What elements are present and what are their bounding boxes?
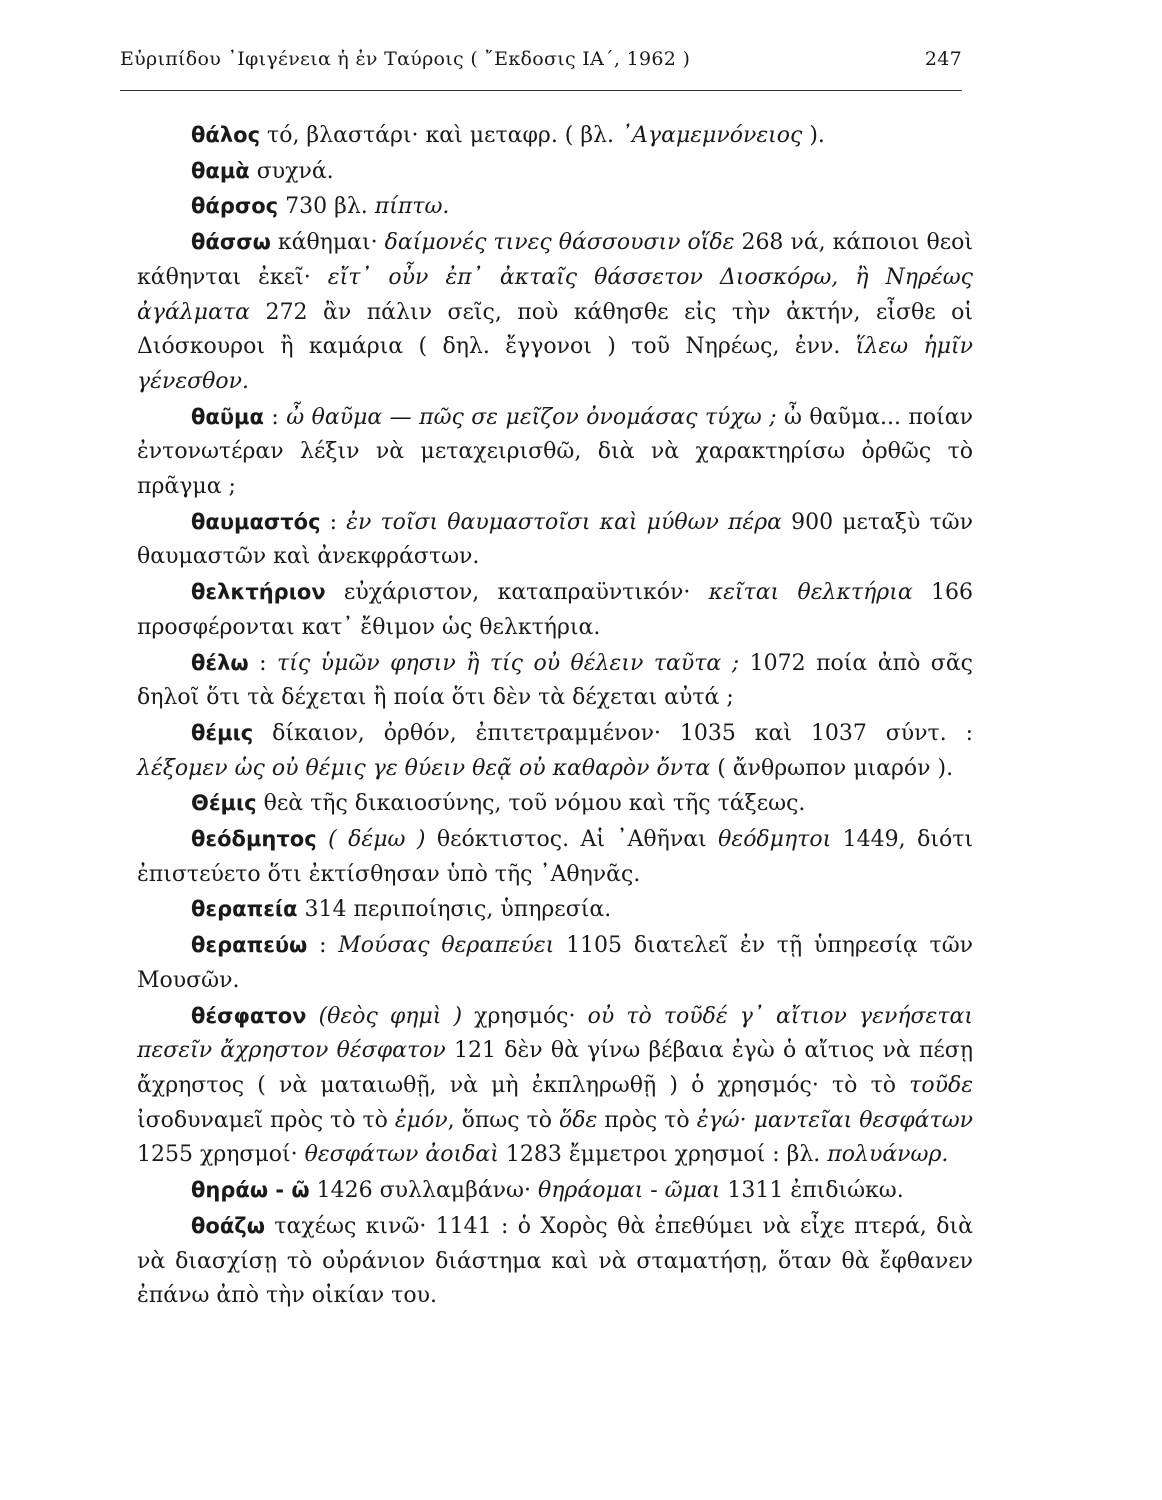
entry-headword: θοάζω <box>191 1213 265 1238</box>
entry-definition: 730 βλ. <box>278 194 375 220</box>
entry-headword: θαμὰ <box>191 158 250 183</box>
entry-definition: , ὅπως τὸ <box>447 1107 559 1133</box>
entry-quotation: ᾿Αγαμεμνόνειος <box>621 123 803 148</box>
entry-headword: θάλος <box>191 123 261 147</box>
glossary-entry <box>137 786 973 822</box>
glossary-entry <box>137 400 973 505</box>
entry-headword: θεόδμητος <box>191 827 317 852</box>
entry-headword: Θέμις <box>191 791 257 816</box>
glossary-entry <box>137 505 973 575</box>
entry-definition: 1072 ποία ἀπὸ σᾶς δηλοῖ ὅτι τὰ δέχεται ἢ ποία ὅτι δὲν τὰ δέχεται αὐτά ; <box>137 650 974 711</box>
entry-definition: κάθημαι· <box>270 230 385 256</box>
entry-definition: 900 μεταξὺ τῶν θαυμαστῶν καὶ ἀνεκφράστων. <box>137 509 974 570</box>
entry-definition: τό, βλαστάρι· καὶ μεταφρ. ( βλ. <box>260 123 622 148</box>
entry-definition: : <box>263 404 287 430</box>
glossary-entry <box>137 646 973 716</box>
glossary-entry <box>137 1173 973 1209</box>
entry-quotation: τοῦδε <box>909 1072 973 1098</box>
entry-quotation: πίπτω. <box>374 194 450 220</box>
glossary-entry <box>137 154 973 190</box>
entry-definition: 314 περιποίησις, ὑπηρεσία. <box>297 897 612 923</box>
entry-quotation: οὐ τὸ τοῦδέ γ᾿ αἴτιον γενήσεται πεσεῖν ἄχρηστον θέσφατον <box>137 1003 974 1064</box>
glossary-entry <box>137 118 973 154</box>
entry-quotation: ( δέμω ) <box>328 827 426 853</box>
entry-quotation: δαίμονές τινες θάσσουσιν οἵδε <box>384 230 735 256</box>
entry-definition: ταχέως κινῶ· 1141 : ὁ Χορὸς θὰ ἐπεθύμει νὰ εἶχε πτερά, διὰ νὰ διασχίσῃ τὸ οὐράνιον διάστημα καὶ νὰ σταματήσῃ, ὅταν θὰ ἔφθανεν ἐπάνω ἀπὸ τὴν οἰκίαν του. <box>137 1213 973 1309</box>
glossary-entry <box>137 892 973 928</box>
entry-quotation: ἵλεω ἡμῖν γένεσθον. <box>137 334 973 394</box>
entry-headword: θαῦμα <box>191 404 264 429</box>
entry-definition: 166 προσφέρονται κατ᾿ ἔθιμον ὡς θελκτήρια. <box>137 580 973 640</box>
entry-quotation: πολυάνωρ. <box>827 1142 949 1168</box>
entry-definition: συχνά. <box>249 158 334 184</box>
glossary-entry <box>137 716 973 786</box>
entry-definition: 268 νά, κάποιοι θεοὶ κάθηνται ἐκεῖ· <box>137 230 973 290</box>
entry-definition: : <box>248 650 278 676</box>
entry-definition: θεόκτιστος. Αἱ ᾿Αθῆναι <box>425 827 719 853</box>
page-number: 247 <box>924 48 962 70</box>
entry-quotation: τίς ὑμῶν φησιν ἢ τίς οὐ θέλειν ταῦτα ; <box>277 650 740 676</box>
entry-headword: θάρσος <box>191 194 279 219</box>
entry-definition: πρὸς τὸ <box>597 1107 697 1133</box>
glossary-entry <box>137 575 973 645</box>
entry-headword: θελκτήριον <box>191 580 326 605</box>
entry-quotation: κεῖται θελκτήρια <box>708 580 913 606</box>
entry-headword: θηράω - ῶ <box>191 1178 310 1203</box>
entry-quotation: ὅδε <box>559 1107 598 1133</box>
entry-quotation: ὦ θαῦμα — πῶς σε μεῖζον ὀνομάσας τύχω ; <box>286 404 777 430</box>
glossary-entry <box>137 189 973 225</box>
entry-headword: θέσφατον <box>191 1003 307 1028</box>
entry-definition: ἰσοδυναμεῖ πρὸς τὸ τὸ <box>137 1107 395 1133</box>
glossary-entry <box>137 928 973 998</box>
entry-definition: 1105 διατελεῖ ἐν τῇ ὑπηρεσίᾳ τῶν Μουσῶν. <box>137 933 974 993</box>
entry-quotation: ἐν τοῖσι θαυμαστοῖσι καὶ μύθων πέρα <box>346 509 783 535</box>
entry-headword: θέμις <box>191 720 254 745</box>
entry-definition: 1255 χρησμοί· <box>137 1142 305 1168</box>
entry-definition: 1449, διότι ἐπιστεύετο ὅτι ἐκτίσθησαν ὑπὸ τῆς ᾿Αθηνᾶς. <box>137 827 973 887</box>
entry-definition: εὐχάριστον, καταπραϋντικόν· <box>325 580 709 606</box>
entry-definition: : <box>307 933 339 959</box>
entry-headword: θεραπεύω <box>191 933 308 958</box>
header-title: Εὐριπίδου ᾿Ιφιγένεια ἡ ἐν Ταύροις ( ῎Εκδοσις ΙΑ΄, 1962 ) <box>120 48 691 70</box>
entry-quotation: θεσφάτων ἀοιδαὶ <box>304 1142 499 1168</box>
entry-quotation: ἐγώ· μαντεῖαι θεσφάτων <box>696 1107 974 1133</box>
entry-headword: θάσσω <box>191 230 271 255</box>
glossary-body <box>137 118 973 1314</box>
entry-definition: 1311 ἐπιδιώκω. <box>720 1178 904 1204</box>
glossary-entry <box>137 1209 973 1314</box>
entry-headword: θεραπεία <box>191 897 298 922</box>
entry-headword: θέλω <box>191 650 249 675</box>
entry-definition: χρησμός· <box>462 1003 588 1029</box>
entry-quotation: εἴτ᾿ οὖν ἐπ᾿ ἀκταῖς θάσσετον Διοσκόρω, ἢ Νηρέως ἀγάλματα <box>137 264 973 325</box>
entry-quotation: (θεὸς φημὶ ) <box>318 1003 463 1029</box>
glossary-entry <box>137 822 973 892</box>
entry-definition: ( ἄνθρωπον μιαρόν ). <box>710 755 954 781</box>
entry-definition <box>306 1004 318 1029</box>
entry-definition: θεὰ τῆς δικαιοσύνης, τοῦ νόμου καὶ τῆς τάξεως. <box>256 791 806 817</box>
entry-definition: ). <box>802 123 825 148</box>
entry-quotation: θηράομαι - ῶμαι <box>537 1178 721 1204</box>
entry-definition: ὦ θαῦμα... ποίαν ἐντονωτέραν λέξιν νὰ μεταχειρισθῶ, διὰ νὰ χαρακτηρίσω ὀρθῶς τὸ πρᾶγμα ; <box>137 404 973 500</box>
header-rule <box>120 90 962 91</box>
entry-quotation: ἐμόν <box>394 1107 448 1133</box>
entry-quotation: λέξομεν ὡς οὐ θέμις γε θύειν θεᾷ οὐ καθαρὸν ὄντα <box>137 755 711 781</box>
entry-definition: 1426 συλλαμβάνω· <box>309 1178 538 1204</box>
entry-definition <box>317 827 328 852</box>
entry-definition: δίκαιον, ὀρθόν, ἐπιτετραμμένον· 1035 καὶ 1037 σύντ. : <box>253 720 973 746</box>
entry-headword: θαυμαστός <box>191 509 321 534</box>
entry-quotation: Μούσας θεραπεύει <box>338 933 555 959</box>
entry-definition: 121 δὲν θὰ γίνω βέβαια ἐγὼ ὁ αἴτιος νὰ πέσῃ ἄχρηστος ( νὰ ματαιωθῇ, νὰ μὴ ἐκπληρωθῇ ) ὁ χρησμός· τὸ τὸ <box>137 1038 973 1098</box>
glossary-entry <box>137 999 973 1174</box>
glossary-entry <box>137 225 973 400</box>
entry-definition: 1283 ἔμμετροι χρησμοί : βλ. <box>498 1142 828 1168</box>
entry-definition: : <box>320 509 347 535</box>
entry-quotation: θεόδμητοι <box>718 827 832 853</box>
entry-definition: 272 ἂν πάλιν σεῖς, ποὺ κάθησθε εἰς τὴν ἀκτήν, εἶσθε οἱ Διόσκουροι ἢ καμάρια ( δηλ. ἔγγονοι ) τοῦ Νηρέως, ἐνν. <box>137 299 973 360</box>
